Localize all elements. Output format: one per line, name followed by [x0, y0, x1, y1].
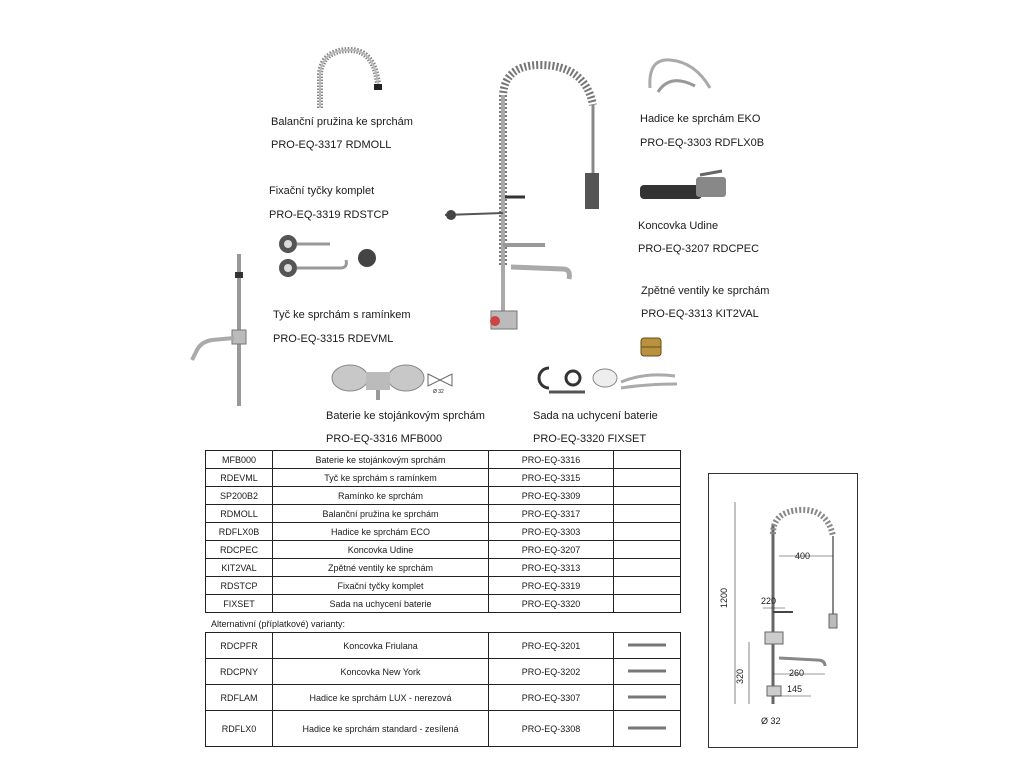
dimension-320: 320 — [735, 668, 745, 684]
parts-table — [205, 450, 681, 613]
alt-table-row — [206, 633, 681, 659]
cell-empty — [614, 541, 681, 559]
cell-pro: PRO-EQ-3320 — [489, 595, 614, 613]
cell-pro: PRO-EQ-3303 — [489, 523, 614, 541]
cell-empty — [614, 505, 681, 523]
fix-name: Fixační tyčky komplet — [269, 185, 375, 197]
cell-code: MFB000 — [206, 451, 273, 469]
table-row — [206, 469, 681, 487]
dimension-145: 145 — [787, 684, 803, 694]
alt-cell-pro: PRO-EQ-3202 — [489, 659, 614, 685]
cell-desc: Tyč ke sprchám s ramínkem — [273, 469, 489, 487]
alt-cell-code: RDFLX0 — [206, 711, 273, 747]
check-valve-image — [638, 334, 664, 360]
table-row — [206, 595, 681, 613]
alt-cell-pro: PRO-EQ-3201 — [489, 633, 614, 659]
alt-product-image — [614, 633, 681, 659]
fix-code: PRO-EQ-3319 RDSTCP — [269, 209, 389, 221]
udine-code: PRO-EQ-3207 RDCPEC — [638, 243, 760, 255]
cell-code: RDCPEC — [206, 541, 273, 559]
mixer-diameter-label: Ø 32 — [433, 389, 444, 395]
alt-table-row — [206, 659, 681, 685]
set-code: PRO-EQ-3320 FIXSET — [533, 433, 647, 445]
mixer-name: Baterie ke stojánkovým sprchám — [326, 410, 485, 422]
table-row — [206, 487, 681, 505]
alt-cell-code: RDCPFR — [206, 633, 273, 659]
alt-cell-desc: Koncovka New York — [273, 659, 489, 685]
dimension-1200: 1200 — [719, 587, 729, 608]
cell-pro: PRO-EQ-3315 — [489, 469, 614, 487]
eko-hose-image — [640, 48, 720, 103]
cell-empty — [614, 577, 681, 595]
table-row — [206, 451, 681, 469]
cell-desc: Fixační tyčky komplet — [273, 577, 489, 595]
technical-drawing — [708, 473, 858, 748]
alt-product-image — [614, 659, 681, 685]
alt-cell-desc: Hadice ke sprchám standard - zesílená — [273, 711, 489, 747]
spring-name: Balanční pružina ke sprchám — [271, 116, 413, 128]
dimension-260: 260 — [789, 668, 805, 678]
dimension-220: 220 — [761, 596, 777, 606]
cell-desc: Zpětné ventily ke sprchám — [273, 559, 489, 577]
valves-code: PRO-EQ-3313 KIT2VAL — [641, 308, 759, 320]
alt-cell-desc: Koncovka Friulana — [273, 633, 489, 659]
table-row — [206, 577, 681, 595]
spring-code: PRO-EQ-3317 RDMOLL — [271, 139, 392, 151]
cell-pro: PRO-EQ-3319 — [489, 577, 614, 595]
cell-code: RDSTCP — [206, 577, 273, 595]
cell-pro: PRO-EQ-3309 — [489, 487, 614, 505]
alt-cell-pro: PRO-EQ-3307 — [489, 685, 614, 711]
rod-code: PRO-EQ-3315 RDEVML — [273, 333, 394, 345]
alt-table-row — [206, 711, 681, 747]
cell-pro: PRO-EQ-3207 — [489, 541, 614, 559]
cell-code: FIXSET — [206, 595, 273, 613]
cell-empty — [614, 559, 681, 577]
alt-table-row — [206, 685, 681, 711]
rod-with-arm-image — [182, 250, 252, 410]
valves-name: Zpětné ventily ke sprchám — [641, 285, 770, 297]
fixation-rods-image — [270, 232, 385, 282]
udine-name: Koncovka Udine — [638, 220, 719, 232]
alt-cell-desc: Hadice ke sprchám LUX - nerezová — [273, 685, 489, 711]
cell-desc: Sada na uchycení baterie — [273, 595, 489, 613]
rod-name: Tyč ke sprchám s ramínkem — [273, 309, 411, 321]
cell-desc: Ramínko ke sprchám — [273, 487, 489, 505]
udine-nozzle-image — [636, 167, 731, 207]
balancing-spring-image — [312, 44, 392, 114]
dimension-diameter-32: Ø 32 — [761, 716, 781, 726]
set-name: Sada na uchycení baterie — [533, 410, 658, 422]
cell-empty — [614, 523, 681, 541]
drawing-lines — [709, 474, 857, 747]
alt-cell-pro: PRO-EQ-3308 — [489, 711, 614, 747]
cell-pro: PRO-EQ-3317 — [489, 505, 614, 523]
cell-desc: Baterie ke stojánkovým sprchám — [273, 451, 489, 469]
cell-desc: Hadice ke sprchám ECO — [273, 523, 489, 541]
fix-set-image — [535, 362, 685, 398]
pre-rinse-faucet-image — [445, 55, 615, 340]
cell-code: RDEVML — [206, 469, 273, 487]
cell-code: KIT2VAL — [206, 559, 273, 577]
hose-name: Hadice ke sprchám EKO — [640, 113, 761, 125]
mixer-code: PRO-EQ-3316 MFB000 — [326, 433, 443, 445]
table-row — [206, 559, 681, 577]
table-row — [206, 541, 681, 559]
alt-cell-code: RDFLAM — [206, 685, 273, 711]
dimension-400: 400 — [795, 551, 811, 561]
alt-product-image — [614, 711, 681, 747]
cell-empty — [614, 595, 681, 613]
table-row — [206, 505, 681, 523]
alternatives-table — [205, 632, 681, 747]
cell-empty — [614, 451, 681, 469]
cell-desc: Koncovka Udine — [273, 541, 489, 559]
alternatives-label: Alternativní (příplatkové) varianty: — [211, 619, 346, 629]
alt-cell-code: RDCPNY — [206, 659, 273, 685]
cell-empty — [614, 487, 681, 505]
cell-empty — [614, 469, 681, 487]
cell-pro: PRO-EQ-3313 — [489, 559, 614, 577]
cell-code: RDFLX0B — [206, 523, 273, 541]
table-row — [206, 523, 681, 541]
cell-pro: PRO-EQ-3316 — [489, 451, 614, 469]
cell-code: RDMOLL — [206, 505, 273, 523]
mixer-image — [328, 360, 463, 402]
cell-code: SP200B2 — [206, 487, 273, 505]
hose-code: PRO-EQ-3303 RDFLX0B — [640, 137, 765, 149]
alt-product-image — [614, 685, 681, 711]
cell-desc: Balanční pružina ke sprchám — [273, 505, 489, 523]
